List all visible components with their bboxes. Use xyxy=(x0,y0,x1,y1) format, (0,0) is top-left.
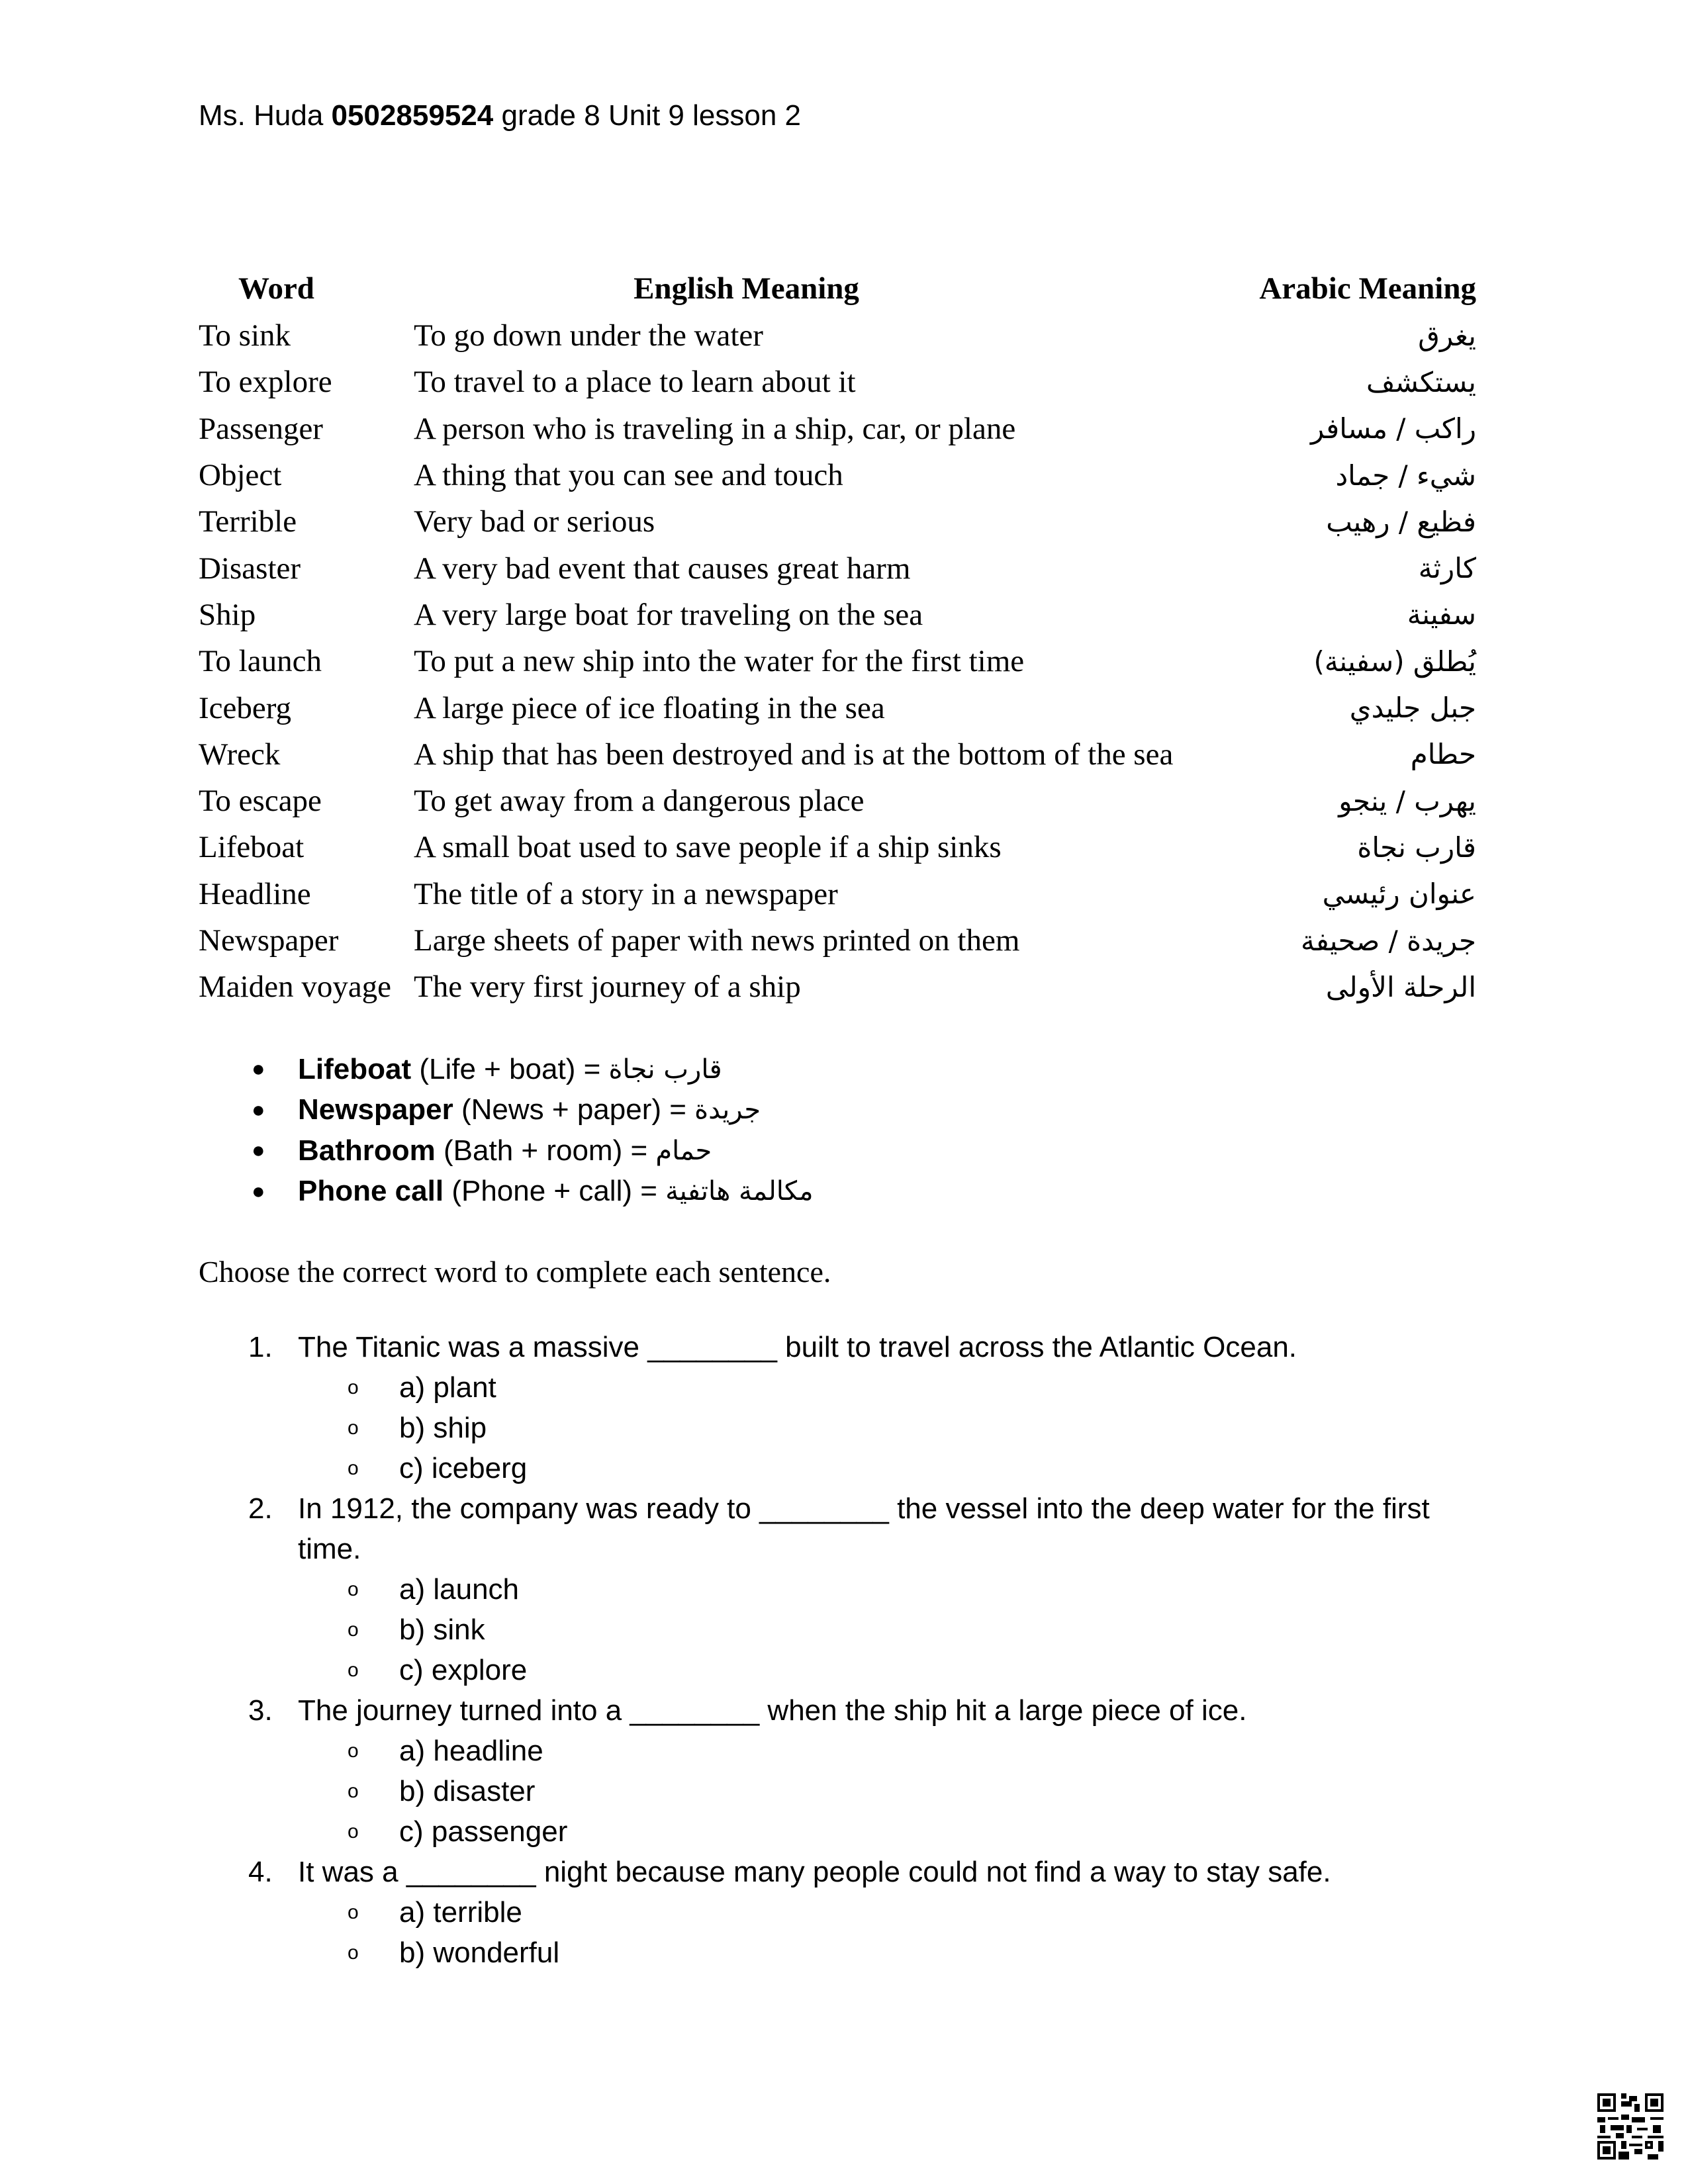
option-label: b) wonderful xyxy=(399,1936,560,1969)
answer-option[interactable] xyxy=(248,1408,1479,1448)
table-row xyxy=(199,406,1476,452)
compound-parts: (Bath + room) = xyxy=(444,1134,648,1167)
vocab-word: To explore xyxy=(199,365,332,400)
arabic-meaning: قارب نجاة xyxy=(1357,831,1476,864)
vocab-word: To escape xyxy=(199,784,322,819)
vocab-word: Lifeboat xyxy=(199,830,305,865)
arabic-meaning: سفينة xyxy=(1407,598,1476,631)
answer-option[interactable] xyxy=(248,1569,1479,1610)
question xyxy=(248,1690,1479,1852)
option-circle-icon: o xyxy=(348,1780,359,1802)
question-number: 4. xyxy=(248,1856,273,1888)
arabic-meaning: يُطلق (سفينة) xyxy=(1313,645,1476,678)
question xyxy=(248,1852,1479,1973)
english-meaning: A very bad event that causes great harm xyxy=(414,551,911,586)
compound-parts: (Phone + call) = xyxy=(451,1175,657,1208)
table-header-row xyxy=(199,265,1476,312)
vocab-word: Wreck xyxy=(199,737,281,772)
column-header-word: Word xyxy=(238,271,314,306)
question xyxy=(248,1488,1479,1690)
vocab-word: Maiden voyage xyxy=(199,970,392,1005)
vocab-word: Headline xyxy=(199,876,311,911)
compound-word-item xyxy=(252,1090,814,1131)
table-row xyxy=(199,917,1476,964)
table-row xyxy=(199,452,1476,498)
column-header-english: English Meaning xyxy=(633,271,859,306)
english-meaning: A thing that you can see and touch xyxy=(414,458,843,493)
answer-option[interactable] xyxy=(248,1811,1479,1852)
option-circle-icon: o xyxy=(348,1739,359,1762)
compound-parts: (Life + boat) = xyxy=(419,1052,601,1085)
compound-word: Bathroom xyxy=(298,1134,436,1167)
option-label: b) disaster xyxy=(399,1774,536,1807)
arabic-meaning: يغرق xyxy=(1418,319,1476,352)
english-meaning: The very first journey of a ship xyxy=(414,970,801,1005)
table-row xyxy=(199,592,1476,638)
option-circle-icon: o xyxy=(348,1457,359,1479)
lesson-details: grade 8 Unit 9 lesson 2 xyxy=(501,99,801,132)
option-circle-icon: o xyxy=(348,1901,359,1923)
compound-word: Phone call xyxy=(298,1175,444,1208)
compound-words-list xyxy=(252,1049,814,1212)
arabic-meaning: راكب / مسافر xyxy=(1310,412,1476,445)
vocab-word: To sink xyxy=(199,318,291,353)
answer-option[interactable] xyxy=(248,1367,1479,1408)
arabic-meaning: شيء / جماد xyxy=(1335,459,1476,492)
compound-word: Newspaper xyxy=(298,1093,453,1126)
option-label: c) passenger xyxy=(399,1815,568,1848)
table-row xyxy=(199,498,1476,545)
arabic-meaning: يهرب / ينجو xyxy=(1338,784,1476,817)
bullet-icon: ● xyxy=(252,1056,265,1082)
vocab-word: Passenger xyxy=(199,411,323,446)
vocab-word: Disaster xyxy=(199,551,301,586)
arabic-meaning: الرحلة الأولى xyxy=(1325,970,1476,1003)
table-row xyxy=(199,312,1476,359)
table-row xyxy=(199,964,1476,1010)
question-number: 2. xyxy=(248,1492,273,1525)
arabic-meaning: يستكشف xyxy=(1366,365,1476,398)
vocab-word: To launch xyxy=(199,644,322,679)
table-row xyxy=(199,359,1476,405)
table-row xyxy=(199,778,1476,824)
arabic-meaning: كارثة xyxy=(1418,552,1476,585)
option-label: a) plant xyxy=(399,1371,496,1404)
english-meaning: A large piece of ice floating in the sea xyxy=(414,690,885,725)
option-circle-icon: o xyxy=(348,1376,359,1398)
question-text: It was a ________ night because many people could not find a way to stay safe. xyxy=(298,1856,1331,1888)
english-meaning: To put a new ship into the water for the first time xyxy=(414,644,1025,679)
option-label: b) ship xyxy=(399,1411,487,1444)
option-label: a) launch xyxy=(399,1572,520,1606)
option-label: a) headline xyxy=(399,1734,543,1767)
english-meaning: A ship that has been destroyed and is at the bottom of the sea xyxy=(414,737,1174,772)
english-meaning: To get away from a dangerous place xyxy=(414,784,865,819)
option-circle-icon: o xyxy=(348,1416,359,1439)
compound-arabic: قارب نجاة xyxy=(608,1054,722,1085)
compound-word-item xyxy=(252,1049,814,1090)
english-meaning: The title of a story in a newspaper xyxy=(414,876,838,911)
option-circle-icon: o xyxy=(348,1578,359,1600)
option-label: c) iceberg xyxy=(399,1451,528,1484)
english-meaning: Large sheets of paper with news printed on them xyxy=(414,923,1020,958)
answer-option[interactable] xyxy=(248,1448,1479,1488)
table-row xyxy=(199,545,1476,591)
vocab-word: Object xyxy=(199,458,282,493)
compound-parts: (News + paper) = xyxy=(461,1093,686,1126)
compound-arabic: حمام xyxy=(655,1135,712,1166)
exercise-instruction: Choose the correct word to complete each sentence. xyxy=(199,1255,831,1289)
option-label: a) terrible xyxy=(399,1895,522,1929)
english-meaning: To travel to a place to learn about it xyxy=(414,365,856,400)
english-meaning: To go down under the water xyxy=(414,318,763,353)
bullet-icon: ● xyxy=(252,1138,265,1163)
question-text: The Titanic was a massive ________ built to travel across the Atlantic Ocean. xyxy=(298,1331,1297,1363)
vocab-word: Ship xyxy=(199,597,256,632)
answer-option[interactable] xyxy=(248,1892,1479,1933)
bullet-icon: ● xyxy=(252,1178,265,1204)
arabic-meaning: فظيع / رهيب xyxy=(1326,505,1476,538)
option-circle-icon: o xyxy=(348,1618,359,1641)
table-row xyxy=(199,731,1476,778)
english-meaning: Very bad or serious xyxy=(414,504,655,539)
question-number: 1. xyxy=(248,1331,273,1363)
question-text: In 1912, the company was ready to ________ the vessel into the deep water for the first time. xyxy=(298,1492,1430,1565)
option-label: b) sink xyxy=(399,1613,485,1646)
arabic-meaning: جبل جليدي xyxy=(1349,692,1476,725)
arabic-meaning: عنوان رئيسي xyxy=(1322,878,1476,911)
compound-word-item xyxy=(252,1130,814,1171)
answer-option[interactable] xyxy=(248,1731,1479,1771)
question xyxy=(248,1327,1479,1488)
compound-arabic: جريدة xyxy=(694,1095,761,1126)
answer-option[interactable] xyxy=(248,1933,1479,1973)
vocabulary-table xyxy=(199,265,1476,1010)
table-row xyxy=(199,824,1476,870)
vocab-word: Iceberg xyxy=(199,690,292,725)
compound-word-item xyxy=(252,1171,814,1212)
table-row xyxy=(199,638,1476,684)
vocab-word: Newspaper xyxy=(199,923,339,958)
arabic-meaning: حطام xyxy=(1410,738,1476,771)
english-meaning: A very large boat for traveling on the sea xyxy=(414,597,923,632)
teacher-phone: 0502859524 xyxy=(331,99,494,132)
table-row xyxy=(199,871,1476,917)
option-circle-icon: o xyxy=(348,1820,359,1843)
question-number: 3. xyxy=(248,1694,273,1727)
english-meaning: A person who is traveling in a ship, car, or plane xyxy=(414,411,1016,446)
bullet-icon: ● xyxy=(252,1097,265,1122)
arabic-meaning: جريدة / صحيفة xyxy=(1301,924,1476,957)
compound-word: Lifeboat xyxy=(298,1052,412,1085)
teacher-name: Ms. Huda xyxy=(199,99,324,132)
compound-arabic: مكالمة هاتفية xyxy=(665,1176,814,1207)
option-circle-icon: o xyxy=(348,1941,359,1964)
english-meaning: A small boat used to save people if a ship sinks xyxy=(414,830,1002,865)
question-text: The journey turned into a ________ when the ship hit a large piece of ice. xyxy=(298,1694,1247,1727)
column-header-arabic: Arabic Meaning xyxy=(1259,271,1476,306)
option-label: c) explore xyxy=(399,1653,528,1686)
answer-option[interactable] xyxy=(248,1771,1479,1811)
page-header xyxy=(199,99,801,132)
table-row xyxy=(199,684,1476,731)
vocab-word: Terrible xyxy=(199,504,297,539)
option-circle-icon: o xyxy=(348,1659,359,1681)
answer-option[interactable] xyxy=(248,1650,1479,1690)
answer-option[interactable] xyxy=(248,1610,1479,1650)
qr-code-icon xyxy=(1597,2093,1664,2160)
quiz xyxy=(248,1327,1479,1973)
